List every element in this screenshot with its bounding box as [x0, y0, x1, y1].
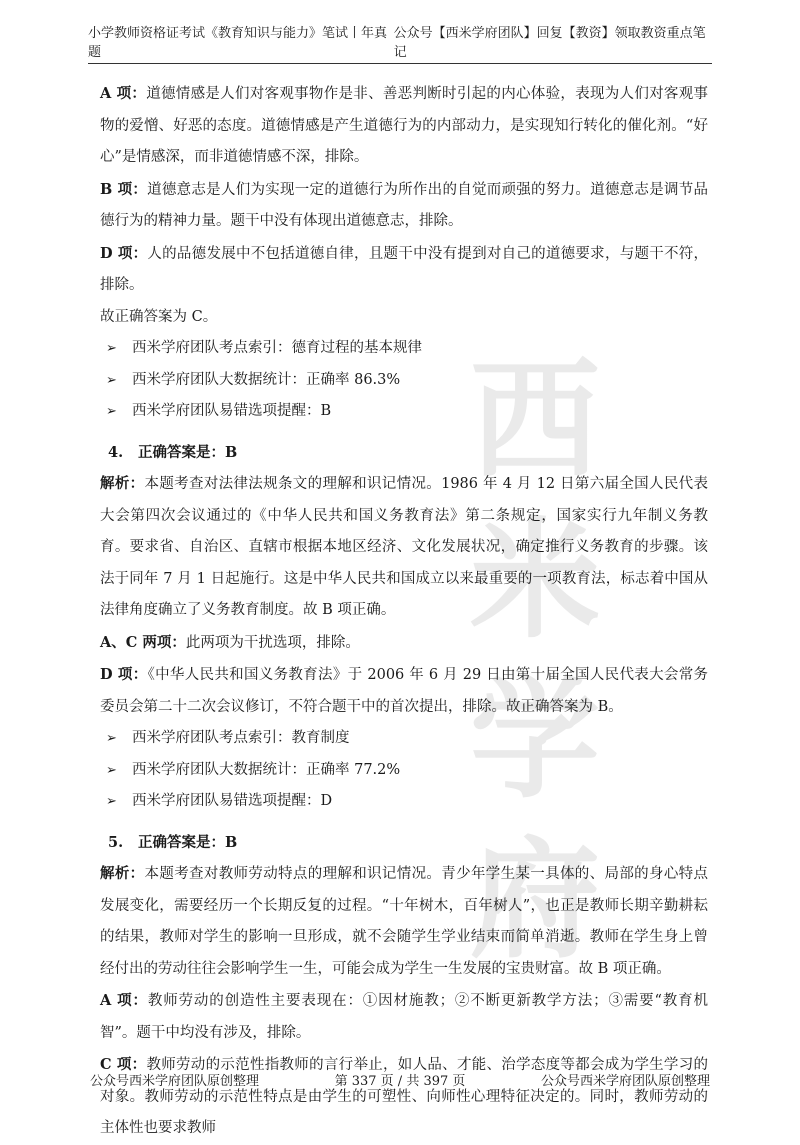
q3-option-b: B 项：道德意志是人们为实现一定的道德行为所作出的自觉而顽强的努力。道德意志是调节品德行为的精神力量。题干中没有体现出道德意志，排除。	[100, 180, 708, 229]
page-number: 第 337 页 / 共 397 页	[334, 1074, 466, 1089]
watermark: 西米学府	[470, 344, 601, 976]
q3-bullet-stats: ➢ 西米学府团队大数据统计：正确率 86.3%	[100, 365, 708, 397]
q3-option-d: D 项：人的品德发展中不包括道德自律，且题干中没有提到对自己的道德要求，与题干不符，排除。	[100, 244, 708, 293]
footer-left-text: 公众号西米学府团队原创整理	[90, 1074, 260, 1089]
q5-analysis: 解析：本题考查对教师劳动特点的理解和识记情况。青少年学生某一具体的、局部的身心特点发展变化，需要经历一个长期反复的过程。“十年树木，百年树人”，也正是教师长期辛勤耕耘的结果，教师对学生的影响一旦形成，就不会随学生学业结束而简单消逝。教师在学生身上曾经付出的劳动往往会影响学生一生，可能会成为学生一生发展的宝贵财富。故 B 项正确。	[100, 865, 708, 977]
q4-bullet-stats: ➢ 西米学府团队大数据统计：正确率 77.2%	[100, 755, 708, 787]
header-left-text: 小学教师资格证考试《教育知识与能力》笔试丨年真题	[88, 26, 388, 60]
page-footer	[90, 1070, 710, 1089]
q3-option-a: A 项：道德情感是人们对客观事物作是非、善恶判断时引起的内心体验，表现为人们对客观事物的爱憎、好恶的态度。道德情感是产生道德行为的内部动力，是实现知行转化的催化剂。“好心”是情感深，而非道德情感不深，排除。	[100, 85, 708, 165]
arrow-bullet-icon: ➢	[106, 794, 117, 809]
page-header	[88, 26, 712, 64]
arrow-bullet-icon: ➢	[106, 731, 117, 746]
q4-answer-title: 4. 正确答案是：B	[108, 443, 238, 461]
q4-option-ac: A、C 两项：此两项为干扰选项，排除。	[100, 633, 360, 651]
q4-bullet-error: ➢ 西米学府团队易错选项提醒：D	[100, 786, 708, 818]
q4-bullet-topic: ➢ 西米学府团队考点索引：教育制度	[100, 723, 708, 755]
header-right-text: 公众号【西米学府团队】回复【教资】领取教资重点笔记	[393, 26, 706, 60]
arrow-bullet-icon: ➢	[106, 372, 117, 388]
q5-answer-title: 5. 正确答案是：B	[108, 833, 238, 851]
q3-bullet-topic: ➢ 西米学府团队考点索引：德育过程的基本规律	[100, 333, 708, 365]
arrow-bullet-icon: ➢	[106, 404, 117, 419]
q3-conclusion: 故正确答案为 C。	[100, 308, 218, 325]
q4-analysis: 解析：本题考查对法律法规条文的理解和识记情况。1986 年 4 月 12 日第六届全国人民代表大会第四次会议通过的《中华人民共和国义务教育法》第二条规定，国家实行九年制义务教育。要求省、自治区、直辖市根据本地区经济、文化发展状况，确定推行义务教育的步骤。该法于同年 7 月 1 日起施行。这是中华人民共和国成立以来最重要的一项教育法，标志着中国从法律角度确立了义务教育制度。故 B 项正确。	[100, 475, 709, 618]
arrow-bullet-icon: ➢	[106, 341, 117, 356]
page-content	[100, 78, 708, 1145]
q4-option-d: D 项：《中华人民共和国义务教育法》于 2006 年 6 月 29 日由第十届全国人民代表大会常务委员会第二十二次会议修订，不符合题干中的首次提出，排除。故正确答案为 B。	[100, 666, 709, 715]
q5-option-c: C 项：教师劳动的示范性指教师的言行举止，如人品、才能、治学态度等都会成为学生学习的对象。教师劳动的示范性特点是由学生的可塑性、向师性心理特征决定的。同时，教师劳动的主体性也要求教师	[100, 1056, 709, 1136]
q5-option-a: A 项：教师劳动的创造性主要表现在：①因材施教；②不断更新教学方法；③需要“教育机智”。题干中均没有涉及，排除。	[100, 992, 708, 1041]
q3-bullet-error: ➢ 西米学府团队易错选项提醒：B	[100, 396, 708, 428]
footer-right-text: 公众号西米学府团队原创整理	[540, 1074, 710, 1089]
arrow-bullet-icon: ➢	[106, 762, 117, 778]
